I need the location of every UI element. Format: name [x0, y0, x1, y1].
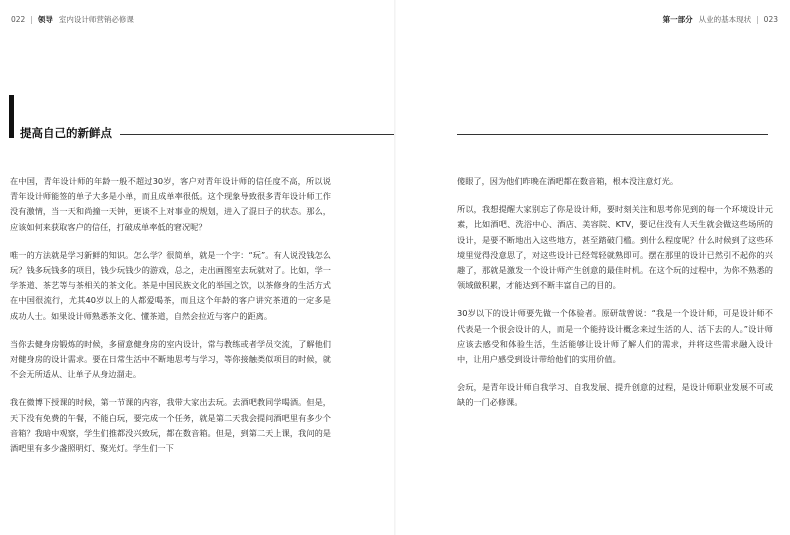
left-header-divider: |: [30, 15, 33, 24]
paragraph: 当你去健身房锻炼的时候，多留意健身房的室内设计，常与教练或者学员交流，了解他们对健身房的设计需求。要在日常生活中不断地思考与学习，等你接触类似项目的时候，就不会无所适从、让单子从身边溜走。: [10, 338, 331, 380]
book-short-title: 领导: [37, 15, 53, 24]
paragraph: 在中国，青年设计师的年龄一般不超过30岁，客户对青年设计师的信任度不高，所以说青年设计师能签的单子大多是小单，而且成单率很低。这个现象导致很多青年设计师工作没有激情，当一天和尚撞一天钟，更谈不上对事业的规划，进入了混日子的状态。那么，应该如何来获取客户的信任，打破成单率低的窘况呢？: [10, 176, 331, 232]
right-running-header: [663, 14, 778, 25]
left-page-number: 022: [11, 15, 26, 24]
section-title: 提高自己的新鲜点: [20, 126, 112, 140]
right-body-text: [457, 174, 773, 424]
paragraph: 会玩，是青年设计师自我学习、自我发展、提升创意的过程，是设计师职业发展不可或缺的一门必修课。: [457, 382, 773, 408]
right-page-number: 023: [763, 15, 778, 24]
section-rule-right: [457, 134, 768, 135]
part-label: 第一部分: [662, 15, 693, 24]
paragraph: 30岁以下的设计师要先做一个体验者。原研哉曾说：“我是一个设计师，可是设计师不代表是一个很会设计的人，而是一个能持设计概念来过生活的人、活下去的人。”设计师应该去感受和体验生活，生活能够让设计师了解人们的需求，并将这些需求融入设计中，让用户感受到设计带给他们的实用价值。: [457, 308, 773, 365]
left-running-header: [11, 14, 134, 25]
section-marker-bar: [9, 95, 14, 138]
paragraph: 我在微博下授课的时候，第一节课的内容，我带大家出去玩。去酒吧教同学喝酒。但是，天下没有免费的午餐，不能白玩，要完成一个任务，就是第二天我会提问酒吧里有多少个音箱？我暗中观察，学生们推都没兴致玩，都在数音箱。但是，到第二天上课，我问的是酒吧里有多少盏照明灯、聚光灯。学生们一下: [10, 397, 331, 454]
left-body-text: [10, 174, 331, 469]
paragraph: 傻眼了，因为他们昨晚在酒吧都在数音箱，根本没注意灯光。: [457, 176, 679, 186]
paragraph: 唯一的方法就是学习新鲜的知识。怎么学？很简单，就是一个字：“玩”。有人说没钱怎么玩？钱多玩钱多的项目，钱少玩钱少的游戏，总之，走出画图室去玩就对了。比如，学一学茶道、茶艺等与茶相关的茶文化。茶是中国民族文化的举国之饮，以茶修身的生活方式在中国很流行，尤其40岁以上的人都爱喝茶，而且这个年龄的客户讲究茶道的一定多是成功人士。如果设计师熟悉茶文化、懂茶道，自然会拉近与客户的距离。: [10, 249, 331, 321]
book-subtitle: 室内设计师营销必修课: [58, 15, 134, 24]
paragraph: 所以，我想提醒大家别忘了你是设计师，要时刻关注和思考你见到的每一个环境设计元素，比如酒吧、洗浴中心、酒店、美容院、KTV，要记住没有人天生就会做这些场所的设计，是要不断地出入这些地方，甚至踏破门槛。到什么程度呢？什么时候到了这些环境里觉得没意思了，对这些设计已经驾轻就熟即可。摆在那里的设计已然引不起你的兴趣了，那就是激发一个设计师产生创意的最佳时机。在这个玩的过程中，为你不熟悉的领域做积累，才能达到不断丰富自己的目的。: [457, 204, 773, 291]
right-header-divider: |: [756, 15, 759, 24]
section-rule-left: [120, 134, 395, 135]
part-title: 从业的基本现状: [698, 15, 752, 24]
